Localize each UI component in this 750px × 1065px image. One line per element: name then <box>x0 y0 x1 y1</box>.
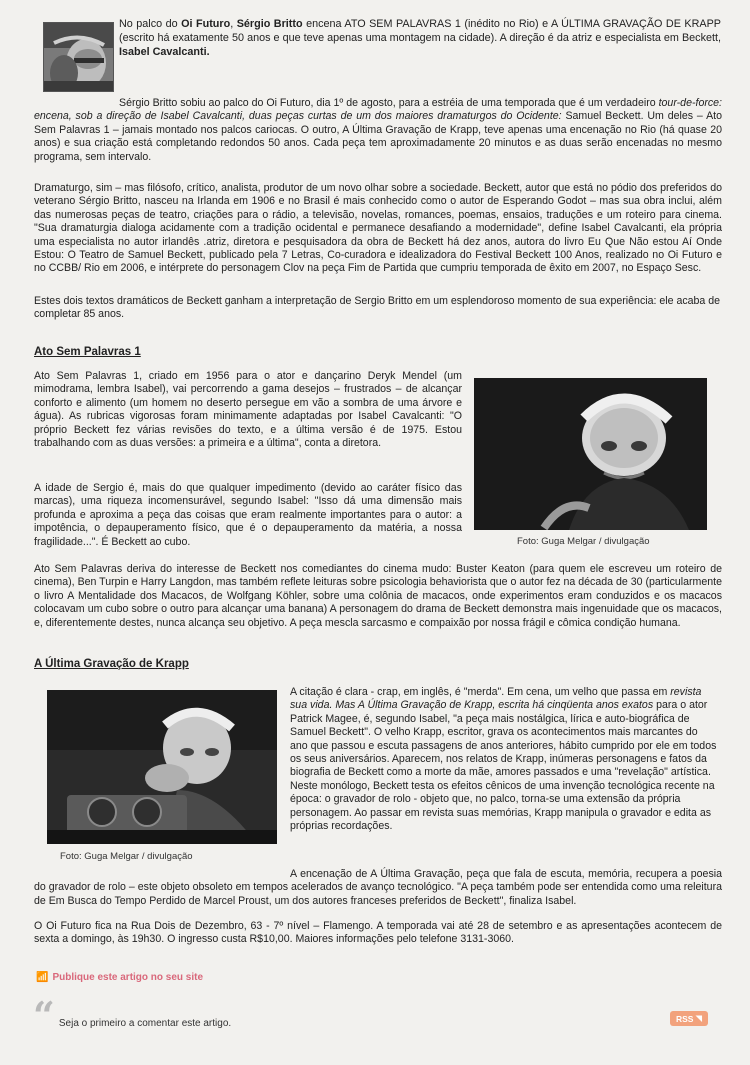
share-article-link[interactable] <box>36 972 203 983</box>
author-portrait-photo <box>43 22 114 92</box>
ato-photo-caption: Foto: Guga Melgar / divulgação <box>517 536 650 547</box>
ato-paragraph-1: Ato Sem Palavras 1, criado em 1956 para o ator e dançarino Deryk Mendel (um mimodrama, lembra Isabel), vai percorrendo a gama desejos – frustrados – de alcançar conforto e alimento (um homem no deserto persegue em vão a sombra de uma árvore e água). As rubricas vigorosas foram minimamente adaptadas por Isabel Cavalcanti: "O próprio Beckett fez várias revisões do texto, e a última versão é de 1975. Estou trabalhando com as duas versões: a primeira e a última", conta a diretora. <box>34 370 462 450</box>
section-heading-krapp: A Última Gravação de Krapp <box>34 658 189 670</box>
rss-feed-icon: ◥ <box>695 1013 703 1023</box>
quote-mark-icon: “ <box>33 993 51 1038</box>
body-paragraph-1: Sérgio Britto sobiu ao palco do Oi Futuro, dia 1º de agosto, para a estréia de uma temporada que é um verdadeiro tour-de-force: encena, sob a direção de Isabel Cavalcanti, duas peças curtas de um dos maiores dramaturgos do Ocidente: Samuel Beckett. Um deles – Ato Sem Palavras 1 – jamais montado nos palcos cariocas. O outro, A Última Gravação de Krapp, teve apenas uma encenação no Rio (há quase 20 anos) e sua criação está completando redondos 50 anos. Cada peça tem aproximadamente 20 minutos e as duas serão encenadas no mesmo programa, sem intervalo. <box>34 97 722 163</box>
body-paragraph-2: Dramaturgo, sim – mas filósofo, crítico, analista, produtor de um novo olhar sobre a sociedade. Beckett, autor que está no pódio dos preferidos do veterano Sérgio Britto, nasceu na Irlanda em 1906 e no Brasil é mais conhecido como o autor de Esperando Godot – mas sua obra inclui, além das numerosas peças de teatro, criações para o rádio, a televisão, novelas, romances, poemas, ensaios, traduções e um roteiro para cinema. "Sua dramaturgia dialoga acidamente com a tradição ocidental e permanece desafiando a modernidade", define Isabel Cavalcanti, ela própria uma especialista no autor irlandês .atriz, diretora e pesquisadora da obra de Beckett há dez anos, autora do livro Eu Que Não estou Aí Onde Estou: O Teatro de Samuel Beckett, publicado pela 7 Letras, Co-curadora e idealizadora do Festival Beckett 100 Anos, realizado no Oi Futuro e no CCBB/ Rio em 2006, e intérprete do personagem Clov na peça Fim de Partida que cumpriu temporada de êxito em 2007, no Espaço Sesc. <box>34 182 722 275</box>
krapp-paragraph-3: O Oi Futuro fica na Rua Dois de Dezembro, 63 - 7º nível – Flamengo. A temporada vai até 28 de setembro e as apresentações acontecem de sexta a domingo, às 19h30. O ingresso custa R$10,00. Maiores informações pelo telefone 3131-3060. <box>34 920 722 946</box>
comment-prompt[interactable] <box>33 993 232 1038</box>
author-portrait-image <box>44 23 113 91</box>
krapp-photo <box>47 690 277 844</box>
share-signal-icon: 📶 <box>36 972 49 983</box>
share-article-label[interactable]: Publique este artigo no seu site <box>52 972 204 983</box>
krapp-photo-image <box>47 690 277 844</box>
section-heading-ato: Ato Sem Palavras 1 <box>34 346 141 358</box>
body-paragraph-3: Estes dois textos dramáticos de Beckett ganham a interpretação de Sergio Britto em um esplendoroso momento de sua experiência: ele acaba de completar 85 anos. <box>34 295 721 321</box>
intro-paragraph: No palco do Oi Futuro, Sérgio Britto encena ATO SEM PALAVRAS 1 (inédito no Rio) e A ÚLTIMA GRAVAÇÃO DE KRAPP (escrito há exatamente 50 anos e que teve apenas uma montagem na cidade). A direção é da atriz e especialista em Beckett, Isabel Cavalcanti. <box>119 18 722 58</box>
krapp-paragraph-2: A encenação de A Última Gravação, peça que fala de escuta, memória, recupera a poesia do gravador de rolo – este objeto obsoleto em tempos acelerados de avanço tecnológico. "A peça também pode ser entendida como uma releitura de Em Busca do Tempo Perdido de Marcel Proust, um dos autores franceses preferidos de Beckett", finaliza Isabel. <box>34 868 722 907</box>
ato-paragraph-3: Ato Sem Palavras deriva do interesse de Beckett nos comediantes do cinema mudo: Buster Keaton (para quem ele escreveu um roteiro de cinema), Ben Turpin e Harry Langdon, mas também reflete leituras sobre psicologia behaviorista que o autor fez na década de 30 (particularmente o livro A Mentalidade dos Macacos, de Wolfgang Köhler, sobre uma colônia de macacos, onde experimentos eram conduzidos e os macacos colocavam um cubo sobre o outro para alcançar uma banana) A personagem do drama de Beckett demonstra mais ingenuidade que os macacos, e, diferentemente destes, nunca alcança seu objetivo. A peça mescla sarcasmo e compaixão por nossa frágil e cômica condição humana. <box>34 563 722 629</box>
krapp-paragraph-1: A citação é clara - crap, em inglês, é "merda". Em cena, um velho que passa em revista sua vida. Mas A Última Gravação de Krapp, escrita há cinqüenta anos exatos para o ator Patrick Magee, é, segundo Isabel, "a peça mais nostálgica, lírica e auto-biográfica de Samuel Beckett". O velho Krapp, escritor, grava os acontecimentos mais marcantes do ano que passou e escuta passagens de anos anteriores, hábito cumprido por ele em todos os seus aniversários. Aparecem, nos relatos de Krapp, inúmeras personagens e fatos da biografia de Beckett como a morte da mãe, amores passados e uma "revelação" artística. Neste monólogo, Beckett testa os efeitos cênicos de uma invenção tecnológica recente na época: o gravador de rolo - objeto que, no palco, torna-se uma extensão da própria personagem. Ao passar em revista suas memórias, Krapp manipula o gravador e edita as próprias recordações. <box>290 686 717 833</box>
rss-button[interactable] <box>670 1011 708 1026</box>
ato-sem-palavras-photo <box>474 378 707 530</box>
ato-paragraph-2: A idade de Sergio é, mais do que qualquer impedimento (devido ao caráter físico das marcas), uma riqueza incomensurável, segundo Isabel: "Isso dá uma dimensão mais profunda e aproxima a peça das coisas que eram realmente importantes para o autor: a impotência, o depauperamento físico, que é o depauperamento da matéria, a nossa fragilidade...". É Beckett ao cubo. <box>34 482 462 548</box>
rss-label[interactable]: RSS <box>675 1013 694 1024</box>
comment-prompt-label[interactable]: Seja o primeiro a comentar este artigo. <box>58 1018 232 1029</box>
krapp-photo-caption: Foto: Guga Melgar / divulgação <box>60 851 193 862</box>
ato-photo-image <box>474 378 707 530</box>
